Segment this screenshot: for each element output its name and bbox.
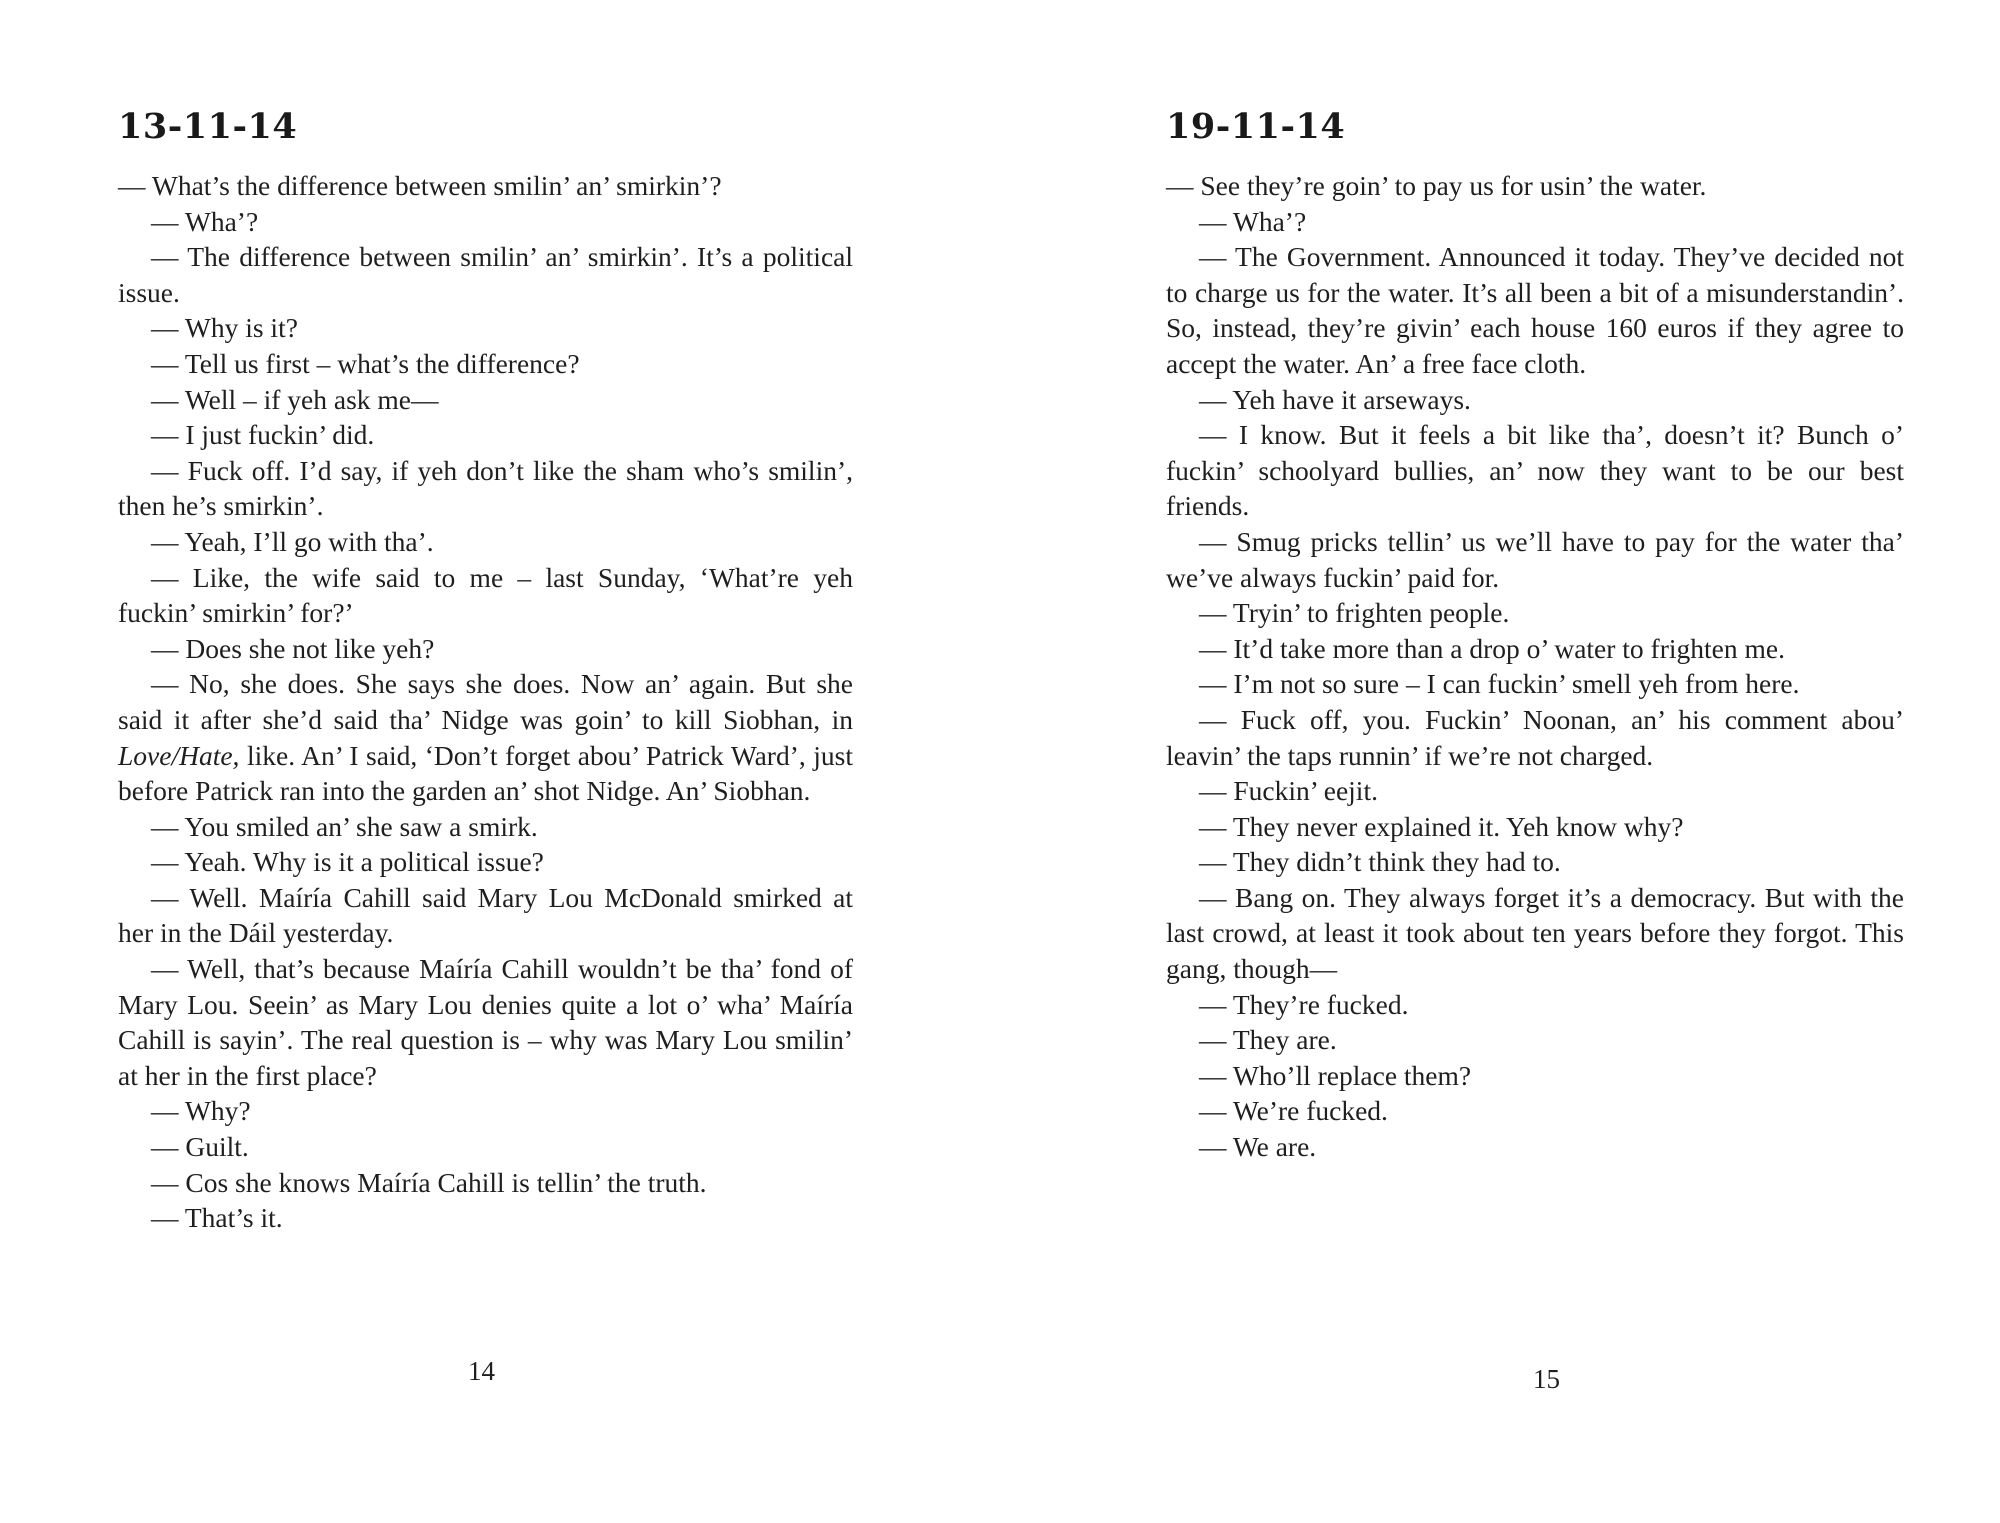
dialogue-line: — Fuck off. I’d say, if yeh don’t like the sham who’s smilin’, then he’s smirkin’. — [118, 454, 853, 522]
dialogue-line: — See they’re goin’ to pay us for usin’ the water. — [1166, 170, 1707, 201]
dialogue-line: — Tell us first – what’s the difference? — [151, 347, 580, 379]
dialogue-line: — We’re fucked. — [1199, 1095, 1388, 1127]
dialogue-text: — No, she does. She says she does. Now an’ again. But she said it after she’d said tha’ Nidge was goin’ to kill Siobhan, in — [118, 668, 853, 735]
dialogue-line: — Yeah. Why is it a political issue? — [151, 846, 544, 878]
dialogue-line: — You smiled an’ she saw a smirk. — [151, 810, 538, 842]
left-page-body — [118, 168, 853, 1236]
dialogue-line: — Does she not like yeh? — [151, 632, 435, 664]
dialogue-line: — Cos she knows Maíría Cahill is tellin’ the truth. — [151, 1166, 707, 1198]
dialogue-line: — Bang on. They always forget it’s a democracy. But with the last crowd, at least it took about ten years before they forgot. This gang, though— — [1166, 881, 1904, 985]
left-page-date: 13-11-14 — [118, 106, 298, 147]
page-number: 15 — [1533, 1364, 1560, 1394]
dialogue-line: — Smug pricks tellin’ us we’ll have to pay for the water tha’ we’ve always fuckin’ paid for. — [1166, 525, 1904, 593]
dialogue-line: — That’s it. — [151, 1202, 283, 1234]
dialogue-line: — Wha’? — [151, 205, 259, 237]
dialogue-line: — Fuckin’ eejit. — [1199, 775, 1378, 807]
dialogue-line — [118, 666, 853, 808]
page-number: 14 — [468, 1356, 495, 1386]
dialogue-line: — The Government. Announced it today. They’ve decided not to charge us for the water. It’s all been a bit of a misunderstandin’. So, instead, they’re givin’ each house 160 euros if they agree to accept the water. An’ a free face cloth. — [1166, 241, 1904, 379]
dialogue-line: — I’m not so sure – I can fuckin’ smell yeh from here. — [1199, 668, 1800, 700]
dialogue-text: like. An’ I said, ‘Don’t forget abou’ Patrick Ward’, just before Patrick ran into the garden an’ shot Nidge. An’ Siobhan. — [118, 739, 853, 807]
dialogue-line: — They are. — [1199, 1024, 1337, 1056]
dialogue-line: — Guilt. — [151, 1131, 249, 1163]
dialogue-line: — Yeh have it arseways. — [1199, 383, 1471, 415]
dialogue-line: — The difference between smilin’ an’ smirkin’. It’s a political issue. — [118, 241, 853, 308]
dialogue-line: — Tryin’ to frighten people. — [1199, 597, 1510, 629]
right-page — [1166, 0, 1904, 1523]
dialogue-line: — They’re fucked. — [1199, 988, 1409, 1020]
right-page-date: 19-11-14 — [1166, 106, 1346, 147]
dialogue-line: — Well. Maíría Cahill said Mary Lou McDonald smirked at her in the Dáil yesterday. — [118, 881, 853, 949]
dialogue-line: — I just fuckin’ did. — [151, 419, 375, 451]
dialogue-line: — Who’ll replace them? — [1199, 1059, 1472, 1091]
dialogue-line: — They didn’t think they had to. — [1199, 846, 1561, 878]
dialogue-line: — I know. But it feels a bit like tha’, doesn’t it? Bunch o’ fuckin’ schoolyard bullies, an’ now they want to be our best friends. — [1166, 419, 1904, 522]
dialogue-line: — Why is it? — [151, 312, 298, 344]
dialogue-line: — Well, that’s because Maíría Cahill wouldn’t be tha’ fond of Mary Lou. Seein’ as Mary Lou denies quite a lot o’ wha’ Maíría Cahill is sayin’. The real question is – why was Mary Lou smilin’ at her in the first place? — [118, 953, 853, 1091]
right-page-body — [1166, 168, 1904, 1165]
dialogue-line: — Like, the wife said to me – last Sunday, ‘What’re yeh fuckin’ smirkin’ for?’ — [118, 561, 853, 629]
dialogue-line: — Fuck off, you. Fuckin’ Noonan, an’ his comment abou’ leavin’ the taps runnin’ if we’re not charged. — [1166, 703, 1904, 771]
left-page — [118, 0, 853, 1523]
dialogue-line: — Wha’? — [1199, 205, 1307, 237]
dialogue-line: — Well – if yeh ask me— — [151, 383, 439, 415]
dialogue-line: — Why? — [151, 1095, 251, 1127]
dialogue-line: — We are. — [1199, 1131, 1317, 1163]
dialogue-line: — It’d take more than a drop o’ water to frighten me. — [1199, 632, 1785, 664]
show-title: Love/Hate, — [118, 739, 240, 771]
dialogue-line: — Yeah, I’ll go with tha’. — [151, 525, 434, 557]
dialogue-line: — What’s the difference between smilin’ an’ smirkin’? — [118, 170, 722, 201]
dialogue-line: — They never explained it. Yeh know why? — [1199, 810, 1684, 842]
